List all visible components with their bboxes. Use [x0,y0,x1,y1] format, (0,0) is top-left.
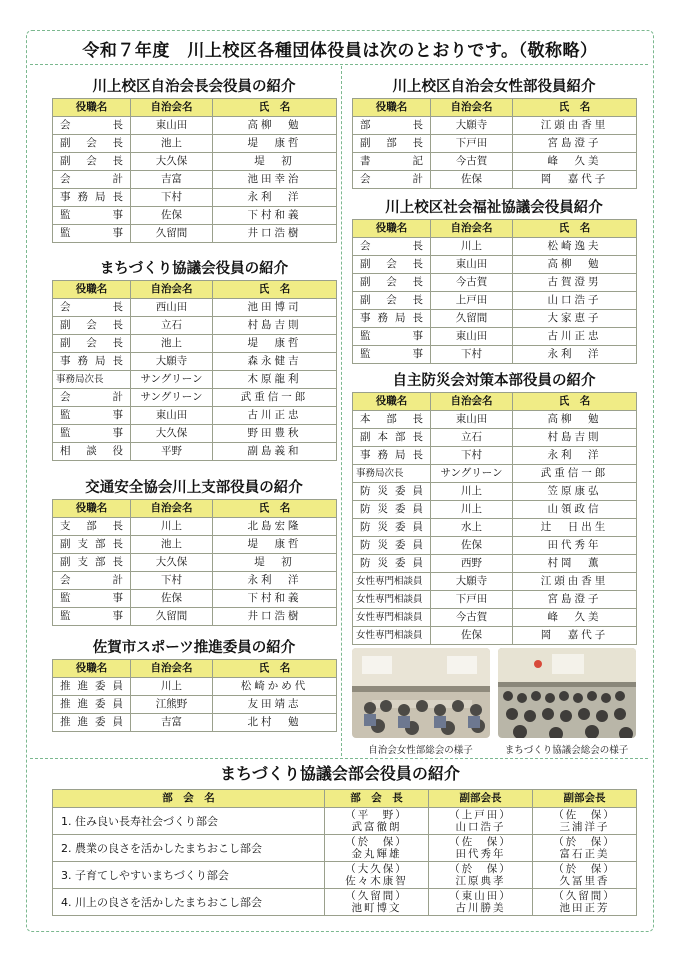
vice1-cell [429,835,533,862]
role-cell: 事務局長 [353,310,431,328]
person-cell: 永利 洋 [513,346,637,364]
bukai-section [52,789,636,916]
area-cell: サングリーン [131,389,213,407]
table-row [353,274,637,292]
person-name: 江原典孝 [455,875,506,887]
page-title: 令和７年度 川上校区各種団体役員は次のとおりです。（敬称略） [82,41,598,61]
section-title: 川上校区自治会女性部役員紹介 [392,79,596,95]
table-row [353,411,637,429]
table-row [53,696,337,714]
area-cell: 下戸田 [431,591,513,609]
area-cell: 佐保 [131,590,213,608]
person-cell: 高柳 勉 [513,256,637,274]
person-cell: 松崎かめ代 [213,678,337,696]
person-cell: 永利 洋 [513,447,637,465]
area-cell: 東山田 [131,407,213,425]
table-row [353,238,637,256]
header-role: 役職名 [353,393,431,411]
area-cell: 川上 [431,501,513,519]
table-row [53,353,337,371]
officer-table [352,392,637,645]
role-cell: 会計 [353,171,431,189]
person-cell: 副島義和 [213,443,337,461]
area-cell: 下村 [431,447,513,465]
chief-cell [325,835,429,862]
officer-table [352,98,637,189]
header-name: 氏 名 [213,660,337,678]
role-cell: 監事 [53,425,131,443]
person-cell: 高柳 勉 [513,411,637,429]
person-cell: 辻 日出生 [513,519,637,537]
person-cell: 下村和義 [213,207,337,225]
area-label: （於 保） [345,836,408,848]
person-cell: 宮島澄子 [513,135,637,153]
area-cell: 下村 [431,346,513,364]
person-cell: 下村和義 [213,590,337,608]
role-cell: 副支部長 [53,536,131,554]
person-cell: 野田豊秋 [213,425,337,443]
bukai-name: 2. 農業の良さを活かしたまちおこし部会 [53,835,325,862]
person-cell: 大家恵子 [513,310,637,328]
person-cell: 江頭由香里 [513,573,637,591]
area-cell: 下村 [131,572,213,590]
person-cell: 武重信一郎 [513,465,637,483]
table-row [53,425,337,443]
table-row [353,573,637,591]
area-cell: 今古賀 [431,274,513,292]
table-row [53,117,337,135]
person-cell: 村島吉則 [513,429,637,447]
header-chief: 部 会 長 [325,790,429,808]
area-cell: 久留間 [131,608,213,626]
person-cell: 岡 嘉代子 [513,627,637,645]
table-row [353,447,637,465]
role-cell: 事務局長 [53,353,131,371]
person-name: 池町博文 [351,902,402,914]
photo-caption: まちづくり協議会総会の様子 [504,745,629,756]
header-vice: 副部会長 [533,790,637,808]
role-cell: 書記 [353,153,431,171]
area-cell: 久留間 [131,225,213,243]
header-area: 自治会名 [131,500,213,518]
role-cell: 推進委員 [53,714,131,732]
table-row [53,407,337,425]
chief-cell [325,889,429,916]
table-row [353,483,637,501]
person-cell: 友田靖志 [213,696,337,714]
area-cell: 吉富 [131,714,213,732]
table-row [353,310,637,328]
role-cell: 防災委員 [353,555,431,573]
role-cell: 女性専門相談員 [353,591,431,609]
section-title: 川上校区社会福祉協議会役員紹介 [385,200,603,216]
area-label: （上戸田） [449,809,512,821]
role-cell: 会長 [353,238,431,256]
person-cell: 古川正忠 [213,407,337,425]
role-cell: 監事 [53,608,131,626]
area-cell: 大久保 [131,425,213,443]
person-cell: 古賀澄男 [513,274,637,292]
table-row [53,135,337,153]
table-row [53,335,337,353]
officer-table [52,98,337,243]
table-row [353,591,637,609]
section-title: まちづくり協議会役員の紹介 [99,261,289,277]
person-cell: 笠原康弘 [513,483,637,501]
area-cell: 西野 [431,555,513,573]
role-cell: 副本部長 [353,429,431,447]
area-label: （平 野） [345,809,408,821]
josei-section [352,76,636,189]
officer-table [52,280,337,461]
person-cell: 山口浩子 [513,292,637,310]
area-cell: 西山田 [131,299,213,317]
area-cell: サングリーン [431,465,513,483]
area-label: （久留間） [345,890,408,902]
role-cell: 監事 [53,225,131,243]
person-name: 山口浩子 [455,821,506,833]
role-cell: 部長 [353,117,431,135]
area-cell: 大願寺 [431,117,513,135]
role-cell: 副会長 [53,317,131,335]
bousai-section [352,370,636,645]
area-cell: 池上 [131,135,213,153]
person-cell: 池田博司 [213,299,337,317]
person-cell: 木原龍利 [213,371,337,389]
person-cell: 永利 洋 [213,572,337,590]
table-row [53,371,337,389]
area-cell: 池上 [131,335,213,353]
person-cell: 山領政信 [513,501,637,519]
person-cell: 池田幸治 [213,171,337,189]
person-cell: 堤 康哲 [213,135,337,153]
role-cell: 副会長 [353,256,431,274]
role-cell: 監事 [53,590,131,608]
table-row [53,572,337,590]
table-row [353,346,637,364]
table-row [53,207,337,225]
vice2-cell [533,862,637,889]
table-row [53,443,337,461]
role-cell: 会長 [53,117,131,135]
header-role: 役職名 [53,281,131,299]
table-row [53,225,337,243]
area-label: （佐 保） [449,836,512,848]
table-row [53,189,337,207]
area-cell: サングリーン [131,371,213,389]
area-cell: 川上 [131,518,213,536]
role-cell: 監事 [53,407,131,425]
area-cell: 大願寺 [431,573,513,591]
person-name: 古川勝美 [455,902,506,914]
chief-cell [325,808,429,835]
role-cell: 副部長 [353,135,431,153]
person-cell: 峰 久美 [513,609,637,627]
person-cell: 峰 久美 [513,153,637,171]
person-name: 武富徹朗 [351,821,402,833]
header-role: 役職名 [353,220,431,238]
person-name: 金丸輝雄 [351,848,402,860]
area-cell: 川上 [131,678,213,696]
person-cell: 松崎逸夫 [513,238,637,256]
area-cell: 今古賀 [431,153,513,171]
area-label: （東山田） [449,890,512,902]
person-cell: 古川正忠 [513,328,637,346]
table-row [53,714,337,732]
area-cell: 東山田 [131,117,213,135]
role-cell: 女性専門相談員 [353,573,431,591]
area-cell: 佐保 [131,207,213,225]
table-row [53,889,637,916]
area-cell: 大久保 [131,153,213,171]
table-row [353,501,637,519]
area-cell: 久留間 [431,310,513,328]
officer-table [52,659,337,732]
machizukuri-section [52,258,336,461]
area-cell: 上戸田 [431,292,513,310]
section-title: 交通安全協会川上支部役員の紹介 [85,480,303,496]
table-row [53,389,337,407]
table-row [53,317,337,335]
table-row [53,554,337,572]
person-cell: 堤 康哲 [213,536,337,554]
person-name: 佐々木康智 [345,875,408,887]
area-label: （大久保） [345,863,408,875]
header-name: 氏 名 [513,393,637,411]
table-row [353,292,637,310]
jichikai-section [52,76,336,243]
area-cell: 下村 [131,189,213,207]
meeting-photo-right [498,648,636,738]
area-cell: 東山田 [431,256,513,274]
role-cell: 防災委員 [353,519,431,537]
area-cell: 佐保 [431,171,513,189]
header-area: 自治会名 [431,99,513,117]
table-row [353,328,637,346]
area-cell: 川上 [431,238,513,256]
area-cell: 大久保 [131,554,213,572]
header-bukai-name: 部 会 名 [53,790,325,808]
table-row [53,678,337,696]
area-cell: 川上 [431,483,513,501]
role-cell: 支部長 [53,518,131,536]
header-role: 役職名 [53,99,131,117]
table-row [53,808,637,835]
table-row [353,256,637,274]
role-cell: 副会長 [53,335,131,353]
role-cell: 会長 [53,299,131,317]
chief-cell [325,862,429,889]
vice1-cell [429,808,533,835]
bukai-title: まちづくり協議会部会役員の紹介 [220,764,460,783]
bukai-name: 4. 川上の良さを活かしたまちおこし部会 [53,889,325,916]
header-name: 氏 名 [213,500,337,518]
area-cell: 東山田 [431,328,513,346]
table-row [53,171,337,189]
table-row [353,153,637,171]
header-area: 自治会名 [431,220,513,238]
area-cell: 大願寺 [131,353,213,371]
role-cell: 監事 [353,346,431,364]
area-label: （於 保） [449,863,512,875]
role-cell: 事務局次長 [353,465,431,483]
table-row [53,862,637,889]
vice2-cell [533,889,637,916]
photo-caption: 自治会女性部総会の様子 [368,745,473,756]
header-area: 自治会名 [431,393,513,411]
person-cell: 村岡 薫 [513,555,637,573]
area-cell: 吉富 [131,171,213,189]
person-name: 久冨里香 [559,875,610,887]
table-row [53,536,337,554]
header-name: 氏 名 [213,99,337,117]
role-cell: 事務局次長 [53,371,131,389]
bukai-table [52,789,637,916]
person-cell: 堤 初 [213,153,337,171]
shakyo-section [352,197,636,364]
person-cell: 岡 嘉代子 [513,171,637,189]
role-cell: 監事 [353,328,431,346]
sports-section [52,637,336,732]
role-cell: 会計 [53,572,131,590]
role-cell: 会計 [53,171,131,189]
header-vice: 副部会長 [429,790,533,808]
person-cell: 田代秀年 [513,537,637,555]
role-cell: 防災委員 [353,501,431,519]
table-row [53,299,337,317]
divider [30,758,648,759]
area-cell: 平野 [131,443,213,461]
person-cell: 高柳 勉 [213,117,337,135]
role-cell: 推進委員 [53,696,131,714]
table-row [353,171,637,189]
role-cell: 副支部長 [53,554,131,572]
table-row [353,537,637,555]
person-name: 富石正美 [559,848,610,860]
table-row [353,609,637,627]
role-cell: 本部長 [353,411,431,429]
area-label: （久留間） [553,890,616,902]
bukai-name: 3. 子育てしやすいまちづくり部会 [53,862,325,889]
area-cell: 佐保 [431,537,513,555]
table-row [353,555,637,573]
person-cell: 井口浩樹 [213,225,337,243]
area-cell: 水上 [431,519,513,537]
divider [341,66,342,756]
person-cell: 永利 洋 [213,189,337,207]
person-name: 三浦洋子 [559,821,610,833]
header-name: 氏 名 [513,220,637,238]
role-cell: 事務局長 [353,447,431,465]
role-cell: 事務局長 [53,189,131,207]
role-cell: 副会長 [53,153,131,171]
table-row [353,117,637,135]
table-row [353,465,637,483]
bukai-name: 1. 住み良い長寿社会づくり部会 [53,808,325,835]
vice2-cell [533,835,637,862]
role-cell: 監事 [53,207,131,225]
role-cell: 女性専門相談員 [353,627,431,645]
person-cell: 井口浩樹 [213,608,337,626]
table-row [53,518,337,536]
officer-table [52,499,337,626]
role-cell: 防災委員 [353,483,431,501]
person-cell: 堤 康哲 [213,335,337,353]
person-cell: 北村 勉 [213,714,337,732]
person-name: 田代秀年 [455,848,506,860]
section-title: 自主防災会対策本部役員の紹介 [392,373,596,389]
kotsu-section [52,477,336,626]
area-cell: 下戸田 [431,135,513,153]
person-cell: 森永健吉 [213,353,337,371]
officer-table [352,219,637,364]
section-title: 佐賀市スポーツ推進委員の紹介 [92,640,296,656]
table-row [353,627,637,645]
area-cell: 東山田 [431,411,513,429]
vice1-cell [429,889,533,916]
header-name: 氏 名 [213,281,337,299]
person-cell: 堤 初 [213,554,337,572]
role-cell: 副会長 [353,274,431,292]
area-cell: 立石 [431,429,513,447]
header-area: 自治会名 [131,281,213,299]
area-cell: 江熊野 [131,696,213,714]
role-cell: 防災委員 [353,537,431,555]
person-cell: 北島宏隆 [213,518,337,536]
header-role: 役職名 [53,660,131,678]
table-row [353,429,637,447]
area-label: （於 保） [553,863,616,875]
header-area: 自治会名 [131,660,213,678]
person-cell: 村島吉則 [213,317,337,335]
role-cell: 副会長 [353,292,431,310]
person-name: 池田正芳 [559,902,610,914]
section-title: 川上校区自治会長会役員の紹介 [92,79,296,95]
header-role: 役職名 [353,99,431,117]
vice1-cell [429,862,533,889]
role-cell: 副会長 [53,135,131,153]
table-row [53,590,337,608]
person-cell: 宮島澄子 [513,591,637,609]
role-cell: 女性専門相談員 [353,609,431,627]
role-cell: 会計 [53,389,131,407]
person-cell: 武重信一郎 [213,389,337,407]
person-cell: 江頭由香里 [513,117,637,135]
role-cell: 推進委員 [53,678,131,696]
vice2-cell [533,808,637,835]
area-cell: 立石 [131,317,213,335]
area-label: （佐 保） [553,809,616,821]
table-row [53,608,337,626]
table-row [353,135,637,153]
area-cell: 池上 [131,536,213,554]
role-cell: 相談役 [53,443,131,461]
header-area: 自治会名 [131,99,213,117]
area-cell: 今古賀 [431,609,513,627]
divider [30,64,648,65]
header-name: 氏 名 [513,99,637,117]
area-cell: 佐保 [431,627,513,645]
table-row [53,153,337,171]
header-role: 役職名 [53,500,131,518]
table-row [53,835,637,862]
area-label: （於 保） [553,836,616,848]
meeting-photo-left [352,648,490,738]
table-row [353,519,637,537]
